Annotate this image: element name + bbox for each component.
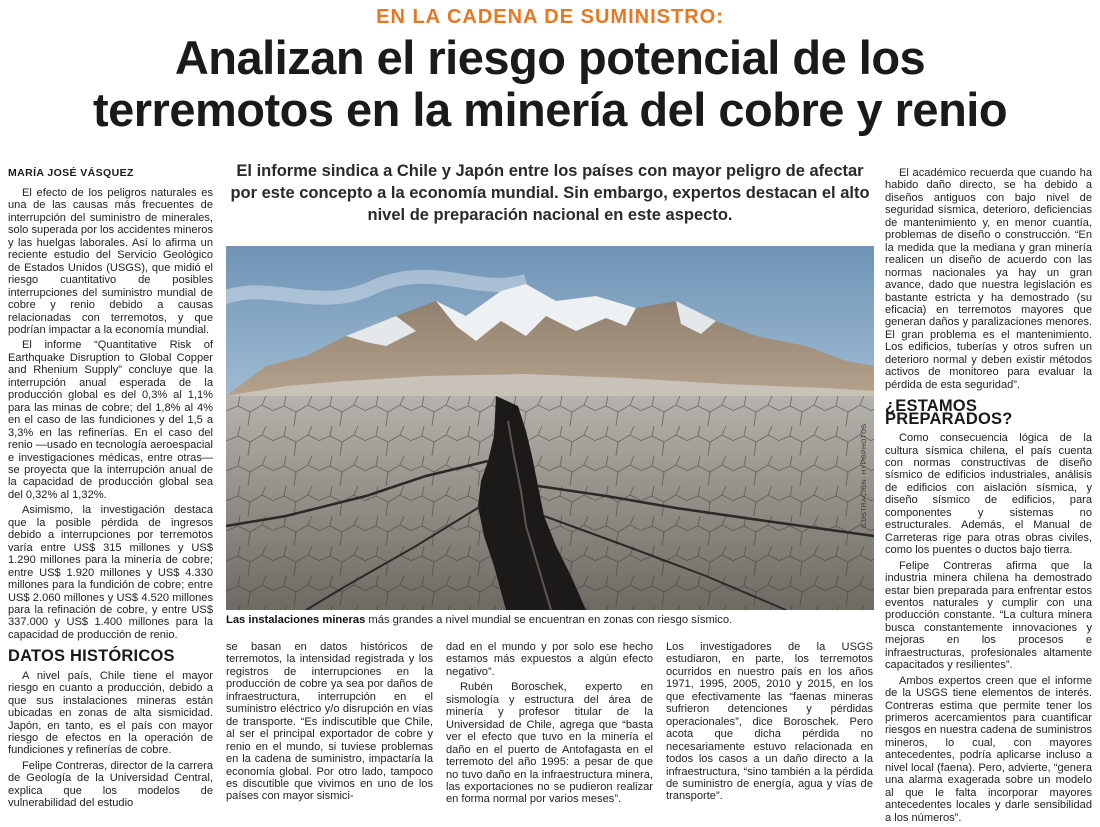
subhead-estamos-preparados: ¿ESTAMOS PREPARADOS? xyxy=(885,397,1013,428)
paragraph: Felipe Contreras afirma que la industria minera chilena ha demostrado estar bien preparada para enfrentar estos eventos naturales y cumplir con una producción constante. “La cultura minera busca constantemente innovaciones y mejoras en los procesos e infraestructuras, profesionales altamente capacitados y resilientes”. xyxy=(885,559,1092,672)
article-column-2 xyxy=(226,641,433,806)
paragraph: El informe “Quantitative Risk of Earthquake Disruption to Global Copper and Rhenium Supply” concluye que la interrupción anual esperada de la producción global es del 0,3% al 1,1% para las minas de cobre; del 1,8% al 4% en el caso de las fundiciones y del 1,5 a 3,3% en las refinerías. En el caso del renio —usado en tecnología aeroespacial e investigaciones médicas, entre otras— se proyecta que la interrupción anual de la capacidad de producción global sea del 0,32% al 1,32%. xyxy=(8,339,213,501)
headline-line-2: terremotos en la minería del cobre y renio xyxy=(92,83,1008,136)
caption-text: más grandes a nivel mundial se encuentran en zonas con riesgo sísmico. xyxy=(365,614,733,626)
photo-credit: ILUSTRACIÓN: HYPOPHOTOS xyxy=(861,423,868,528)
caption-bold: Las instalaciones mineras xyxy=(226,614,366,626)
earthquake-illustration xyxy=(226,246,874,610)
paragraph: Felipe Contreras, director de la carrera de Geología de la Universidad Central, explica que los modelos de vulnerabilidad del estudio xyxy=(8,759,213,810)
paragraph: Rubén Boroschek, experto en sismología y estructura del área de minería y profesor titular de la Universidad de Chile, agrega que “basta ver el efecto que tuvo en la minería el daño en el puerto de Antofagasta en el terremoto del año 1995: a pesar de que no tuvo daño en la infraestructura minera, las exportaciones no se pudieron realizar en forma normal por varios meses”. xyxy=(446,681,653,806)
paragraph: A nivel país, Chile tiene el mayor riesgo en cuanto a producción, debido a que sus instalaciones mineras están ubicadas en zonas de alta sismicidad. Japón, en tanto, es el país con mayor riesgo de efectos en la operación de fundiciones y refinerías de cobre. xyxy=(8,669,213,757)
paragraph: Los investigadores de la USGS estudiaron, en parte, los terremotos ocurridos en nuestro país en los años 1971, 1995, 2005, 2010 y 2015, en los que efectivamente las “faenas mineras sufrieron detenciones y pérdidas operacionales”, dice Boroschek. Pero acota que dicha pérdida no necesariamente estuvo relacionada en todos los casos a un daño directo a la infraestructura, “sino también a la pérdida de suministro de energía, agua y vías de transporte”. xyxy=(666,641,873,803)
kicker: EN LA CADENA DE SUMINISTRO: xyxy=(376,6,724,28)
paragraph: El académico recuerda que cuando ha habido daño directo, se ha debido a diseños antiguos con bajo nivel de seguridad sísmica, deterioro, deficiencias de mantenimiento y, en menor cuantía, problemas de diseño o construcción. “En la medida que la mediana y gran minería realicen un diseño de acuerdo con las normas nacionales ya hay un gran avance, dado que nuestra legislación es bastante estricta y ha demostrado (su eficacia) en terremotos mayores que generan daños y paralizaciones menores. El gran problema es el mantenimiento. Los edificios, tuberías y otros sufren un deterioro normal y deben existir métodos activos de monitoreo para evaluar la pérdida de esta seguridad”. xyxy=(885,167,1092,391)
subhead-datos-historicos: DATOS HISTÓRICOS xyxy=(8,647,175,666)
paragraph: Ambos expertos creen que el informe de la USGS tiene elementos de interés. Contreras estima que permite tener los primeros acercamientos para cuantificar riesgos en nuestra cadena de suministros mineros, lo cual, con mayores antecedentes, podría aplicarse incluso a nivel local (faena). Pero, advierte, “genera una alarma exagerada sobre un modelo al que le falta incorporar mayores antecedentes locales y darle sensibilidad a los números”. xyxy=(885,674,1092,824)
paragraph: El efecto de los peligros naturales es una de las causas más frecuentes de interrupción del suministro de minerales, solo superada por los accidentes mineros y las huelgas laborales. Así lo afirma un reciente estudio del Servicio Geológico de Estados Unidos (USGS), que midió el riesgo cuantitativo de posibles interrupciones del suministro mundial de cobre y renio debido a causas relacionadas con terremotos, y que podrían impactar a la economía mundial. xyxy=(8,187,213,336)
paragraph: Como consecuencia lógica de la cultura sísmica chilena, el país cuenta con normas constructivas de diseño sísmico de edificios industriales, análisis de edificios con aislación sísmica, y diseño sísmico de edificios, para componentes y sistemas no estructurales. Además, el Manual de Carreteras rige para otras obras civiles, como los puentes o ductos bajo tierra. xyxy=(885,432,1092,557)
photo-caption xyxy=(226,614,876,626)
paragraph: se basan en datos históricos de terremotos, la intensidad registrada y los registros de interrupciones en la producción de cobre ya sea por daños de infraestructura, interrupción en el suministro eléctrico y/o disrupción en vías de transporte. “Es indiscutible que Chile, al ser el principal exportador de cobre y renio en el mundo, si tuviese problemas en la cadena de suministro, impactaría la economía global. Por otro lado, tampoco es discutible que vivimos en uno de los países con mayor sismici- xyxy=(226,641,433,803)
paragraph: Asimismo, la investigación destaca que la posible pérdida de ingresos debido a interrupciones por terremotos varía entre US$ 315 millones y US$ 1.290 millones para la minería de cobre; entre US$ 1.920 millones y US$ 4.330 millones para la fundición de cobre; entre US$ 2.060 millones y US$ 4.520 millones para la refinación de cobre, y entre US$ 337.000 y US$ 1.400 millones para la capacidad de producción de renio. xyxy=(8,504,213,641)
headline-line-1: Analizan el riesgo potencial de los xyxy=(174,31,926,84)
paragraph: dad en el mundo y por solo ese hecho estamos más expuestos a algún efecto negativo”. xyxy=(446,641,653,678)
article-column-5 xyxy=(885,167,1092,827)
article-column-1 xyxy=(8,187,213,813)
article-column-4 xyxy=(666,641,873,806)
deck-summary: El informe sindica a Chile y Japón entre los países con mayor peligro de afectar por este concepto a la economía mundial. Sin embargo, expertos destacan el alto nivel de preparación nacional en este aspecto. xyxy=(230,162,870,224)
headline xyxy=(0,32,1100,136)
article-column-3 xyxy=(446,641,653,809)
byline: MARÍA JOSÉ VÁSQUEZ xyxy=(8,167,134,179)
